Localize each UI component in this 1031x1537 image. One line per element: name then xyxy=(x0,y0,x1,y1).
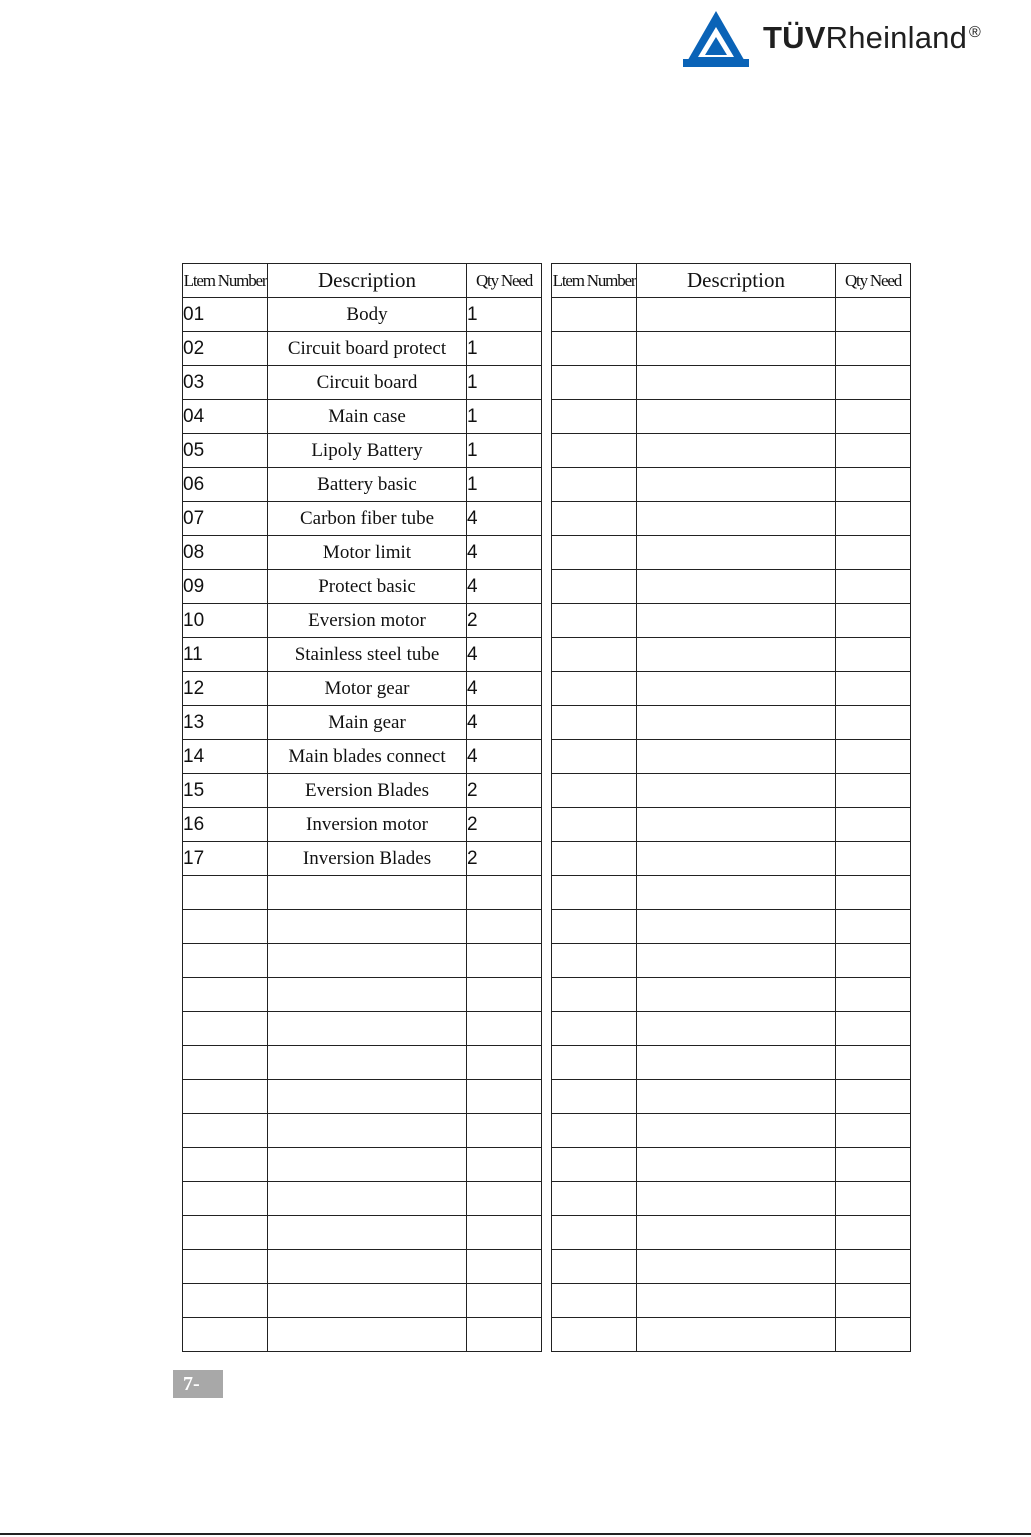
cell-description: Circuit board protect xyxy=(268,332,467,366)
cell-description xyxy=(268,1012,467,1046)
cell-item-number xyxy=(552,468,637,502)
cell-item-number: 05 xyxy=(183,434,268,468)
cell-qty-need xyxy=(467,1080,542,1114)
table-row xyxy=(552,1046,911,1080)
cell-qty-need: 2 xyxy=(467,774,542,808)
cell-item-number: 02 xyxy=(183,332,268,366)
cell-description: Lipoly Battery xyxy=(268,434,467,468)
cell-item-number xyxy=(552,774,637,808)
table-row xyxy=(183,400,542,434)
cell-item-number xyxy=(552,400,637,434)
parts-table-left-body xyxy=(183,298,542,1352)
cell-item-number: 17 xyxy=(183,842,268,876)
table-row xyxy=(183,570,542,604)
table-row xyxy=(183,1148,542,1182)
cell-qty-need xyxy=(836,298,911,332)
cell-qty-need xyxy=(467,1182,542,1216)
cell-qty-need xyxy=(836,1148,911,1182)
cell-qty-need xyxy=(836,944,911,978)
cell-qty-need xyxy=(836,1216,911,1250)
cell-qty-need xyxy=(836,434,911,468)
cell-description: Eversion Blades xyxy=(268,774,467,808)
cell-description xyxy=(637,1046,836,1080)
cell-item-number xyxy=(183,1114,268,1148)
cell-description xyxy=(637,366,836,400)
table-row xyxy=(183,1114,542,1148)
page-number: 7- xyxy=(173,1370,223,1398)
header-description: Description xyxy=(637,264,836,298)
cell-qty-need xyxy=(467,1284,542,1318)
cell-description xyxy=(637,570,836,604)
cell-description xyxy=(637,944,836,978)
cell-description: Motor gear xyxy=(268,672,467,706)
cell-item-number xyxy=(183,1318,268,1352)
table-row xyxy=(183,1284,542,1318)
table-row xyxy=(552,944,911,978)
cell-item-number xyxy=(552,298,637,332)
cell-qty-need xyxy=(467,1114,542,1148)
table-row xyxy=(183,740,542,774)
table-row xyxy=(552,1148,911,1182)
table-row xyxy=(552,400,911,434)
cell-description xyxy=(268,1318,467,1352)
table-row xyxy=(183,842,542,876)
cell-description xyxy=(637,1318,836,1352)
cell-item-number xyxy=(183,910,268,944)
cell-description xyxy=(637,536,836,570)
table-row xyxy=(552,1080,911,1114)
table-row xyxy=(552,298,911,332)
cell-description: Motor limit xyxy=(268,536,467,570)
cell-qty-need: 4 xyxy=(467,706,542,740)
cell-qty-need: 2 xyxy=(467,604,542,638)
cell-item-number: 09 xyxy=(183,570,268,604)
cell-description xyxy=(637,468,836,502)
cell-description xyxy=(637,604,836,638)
table-row xyxy=(183,298,542,332)
header-item-number: Ltem Number xyxy=(552,264,637,298)
cell-item-number xyxy=(183,978,268,1012)
cell-qty-need: 1 xyxy=(467,332,542,366)
table-row xyxy=(183,434,542,468)
brand-bold: TÜV xyxy=(763,20,826,55)
cell-qty-need xyxy=(836,706,911,740)
parts-table-right xyxy=(551,263,911,1352)
cell-description xyxy=(268,1148,467,1182)
cell-description: Stainless steel tube xyxy=(268,638,467,672)
cell-description xyxy=(268,1182,467,1216)
cell-item-number: 06 xyxy=(183,468,268,502)
cell-description xyxy=(637,434,836,468)
cell-qty-need: 4 xyxy=(467,570,542,604)
header-qty-need: Qty Need xyxy=(467,264,542,298)
cell-item-number xyxy=(552,1284,637,1318)
cell-description xyxy=(637,638,836,672)
cell-qty-need: 4 xyxy=(467,638,542,672)
cell-item-number xyxy=(183,1080,268,1114)
cell-qty-need xyxy=(836,1012,911,1046)
cell-qty-need: 1 xyxy=(467,434,542,468)
table-row xyxy=(552,740,911,774)
cell-qty-need xyxy=(467,944,542,978)
cell-qty-need: 4 xyxy=(467,740,542,774)
cell-description xyxy=(637,1080,836,1114)
table-row xyxy=(183,910,542,944)
cell-description: Main blades connect xyxy=(268,740,467,774)
parts-table-left xyxy=(182,263,542,1352)
cell-item-number xyxy=(552,536,637,570)
cell-item-number xyxy=(552,1012,637,1046)
cell-qty-need xyxy=(836,910,911,944)
cell-item-number xyxy=(183,1284,268,1318)
table-row xyxy=(183,502,542,536)
cell-description xyxy=(637,978,836,1012)
cell-item-number xyxy=(552,332,637,366)
table-row xyxy=(552,1250,911,1284)
cell-item-number: 08 xyxy=(183,536,268,570)
cell-description xyxy=(637,502,836,536)
cell-qty-need xyxy=(836,1284,911,1318)
cell-description xyxy=(637,1182,836,1216)
cell-item-number: 12 xyxy=(183,672,268,706)
cell-item-number xyxy=(552,910,637,944)
table-row xyxy=(552,910,911,944)
table-row xyxy=(552,672,911,706)
cell-description xyxy=(637,298,836,332)
cell-qty-need xyxy=(836,468,911,502)
cell-description xyxy=(637,740,836,774)
cell-qty-need: 1 xyxy=(467,366,542,400)
table-row xyxy=(552,978,911,1012)
cell-item-number: 15 xyxy=(183,774,268,808)
cell-qty-need xyxy=(836,502,911,536)
table-row xyxy=(552,604,911,638)
table-row xyxy=(552,332,911,366)
cell-qty-need xyxy=(467,1250,542,1284)
cell-item-number: 16 xyxy=(183,808,268,842)
cell-description xyxy=(637,1012,836,1046)
cell-qty-need xyxy=(836,842,911,876)
cell-item-number xyxy=(552,1148,637,1182)
table-row xyxy=(183,944,542,978)
cell-item-number xyxy=(552,1114,637,1148)
cell-item-number xyxy=(552,842,637,876)
cell-qty-need xyxy=(467,876,542,910)
cell-item-number: 03 xyxy=(183,366,268,400)
cell-item-number xyxy=(183,944,268,978)
cell-qty-need xyxy=(836,638,911,672)
cell-qty-need xyxy=(836,1318,911,1352)
cell-description xyxy=(637,1284,836,1318)
cell-item-number xyxy=(183,1250,268,1284)
cell-description xyxy=(268,910,467,944)
cell-description xyxy=(268,1114,467,1148)
table-row xyxy=(552,1318,911,1352)
cell-item-number xyxy=(183,1182,268,1216)
cell-description xyxy=(637,672,836,706)
cell-qty-need: 4 xyxy=(467,502,542,536)
cell-qty-need xyxy=(467,978,542,1012)
cell-qty-need: 1 xyxy=(467,468,542,502)
cell-item-number xyxy=(183,1046,268,1080)
cell-item-number xyxy=(552,1080,637,1114)
cell-qty-need xyxy=(836,774,911,808)
parts-table-right-body xyxy=(552,298,911,1352)
cell-description xyxy=(268,1216,467,1250)
cell-item-number xyxy=(183,876,268,910)
cell-description: Battery basic xyxy=(268,468,467,502)
cell-qty-need xyxy=(836,1080,911,1114)
table-row xyxy=(183,1216,542,1250)
brand-regular: Rheinland xyxy=(825,20,968,55)
cell-description: Circuit board xyxy=(268,366,467,400)
table-row xyxy=(552,570,911,604)
triangle-logo-icon xyxy=(683,9,749,67)
header-qty-need: Qty Need xyxy=(836,264,911,298)
cell-description xyxy=(268,876,467,910)
table-row xyxy=(552,468,911,502)
cell-description xyxy=(268,1250,467,1284)
cell-item-number: 14 xyxy=(183,740,268,774)
table-row xyxy=(183,672,542,706)
table-row xyxy=(552,842,911,876)
cell-qty-need: 1 xyxy=(467,400,542,434)
table-row xyxy=(552,706,911,740)
table-row xyxy=(552,1284,911,1318)
cell-qty-need xyxy=(836,1114,911,1148)
cell-description xyxy=(637,1148,836,1182)
cell-description xyxy=(637,876,836,910)
table-row xyxy=(183,468,542,502)
cell-qty-need: 4 xyxy=(467,536,542,570)
cell-qty-need: 4 xyxy=(467,672,542,706)
cell-qty-need xyxy=(467,1318,542,1352)
table-row xyxy=(183,1080,542,1114)
cell-item-number xyxy=(183,1216,268,1250)
cell-qty-need xyxy=(836,672,911,706)
cell-qty-need xyxy=(836,536,911,570)
cell-qty-need: 2 xyxy=(467,808,542,842)
header-item-number: Ltem Number xyxy=(183,264,268,298)
cell-qty-need: 1 xyxy=(467,298,542,332)
table-row xyxy=(552,1182,911,1216)
cell-item-number xyxy=(552,1182,637,1216)
table-row xyxy=(552,1114,911,1148)
cell-item-number xyxy=(552,570,637,604)
table-row xyxy=(552,536,911,570)
cell-description: Eversion motor xyxy=(268,604,467,638)
cell-qty-need xyxy=(467,1046,542,1080)
cell-description xyxy=(637,706,836,740)
table-row xyxy=(552,502,911,536)
cell-qty-need xyxy=(467,1216,542,1250)
cell-qty-need: 2 xyxy=(467,842,542,876)
cell-item-number xyxy=(552,978,637,1012)
table-row xyxy=(183,808,542,842)
table-row xyxy=(183,332,542,366)
header-description: Description xyxy=(268,264,467,298)
cell-qty-need xyxy=(836,808,911,842)
cell-description xyxy=(637,1250,836,1284)
cell-item-number xyxy=(552,740,637,774)
table-row xyxy=(183,1046,542,1080)
cell-item-number xyxy=(552,366,637,400)
cell-description xyxy=(637,842,836,876)
cell-qty-need xyxy=(836,400,911,434)
cell-qty-need xyxy=(836,1250,911,1284)
table-row xyxy=(183,706,542,740)
cell-item-number xyxy=(552,434,637,468)
table-row xyxy=(552,366,911,400)
footer-rule xyxy=(0,1533,1031,1535)
cell-description xyxy=(637,1114,836,1148)
cell-qty-need xyxy=(836,570,911,604)
cell-description xyxy=(268,1046,467,1080)
cell-description xyxy=(268,1080,467,1114)
cell-item-number xyxy=(552,808,637,842)
cell-item-number xyxy=(552,1216,637,1250)
cell-qty-need xyxy=(467,910,542,944)
table-row xyxy=(183,638,542,672)
cell-description: Main case xyxy=(268,400,467,434)
cell-item-number xyxy=(552,1046,637,1080)
cell-description: Carbon fiber tube xyxy=(268,502,467,536)
table-row xyxy=(183,876,542,910)
cell-item-number xyxy=(552,1318,637,1352)
cell-item-number xyxy=(183,1012,268,1046)
cell-item-number xyxy=(552,672,637,706)
cell-description xyxy=(637,332,836,366)
table-row xyxy=(552,876,911,910)
cell-qty-need xyxy=(836,1046,911,1080)
registered-mark: ® xyxy=(969,23,982,41)
cell-qty-need xyxy=(836,604,911,638)
cell-qty-need xyxy=(467,1012,542,1046)
table-row xyxy=(552,808,911,842)
cell-description xyxy=(268,978,467,1012)
cell-description xyxy=(637,400,836,434)
cell-description: Inversion motor xyxy=(268,808,467,842)
cell-item-number xyxy=(552,706,637,740)
brand-name xyxy=(763,20,981,56)
table-header-row xyxy=(552,264,911,298)
cell-description xyxy=(637,910,836,944)
cell-item-number xyxy=(552,1250,637,1284)
cell-description xyxy=(637,774,836,808)
table-row xyxy=(183,536,542,570)
table-row xyxy=(183,774,542,808)
cell-item-number xyxy=(183,1148,268,1182)
cell-qty-need xyxy=(836,332,911,366)
cell-description xyxy=(637,808,836,842)
tuv-rheinland-logo xyxy=(683,8,981,68)
cell-description: Protect basic xyxy=(268,570,467,604)
table-row xyxy=(183,1250,542,1284)
table-row xyxy=(183,1182,542,1216)
table-row xyxy=(552,638,911,672)
table-row xyxy=(183,604,542,638)
table-row xyxy=(183,978,542,1012)
table-row xyxy=(552,774,911,808)
table-header-row xyxy=(183,264,542,298)
cell-qty-need xyxy=(836,1182,911,1216)
cell-item-number xyxy=(552,638,637,672)
cell-item-number xyxy=(552,502,637,536)
cell-item-number: 01 xyxy=(183,298,268,332)
cell-qty-need xyxy=(836,740,911,774)
table-row xyxy=(552,1012,911,1046)
cell-item-number: 07 xyxy=(183,502,268,536)
cell-item-number xyxy=(552,944,637,978)
table-row xyxy=(552,434,911,468)
cell-description: Inversion Blades xyxy=(268,842,467,876)
table-row xyxy=(183,1318,542,1352)
cell-item-number: 10 xyxy=(183,604,268,638)
cell-description xyxy=(268,1284,467,1318)
cell-description xyxy=(637,1216,836,1250)
table-row xyxy=(552,1216,911,1250)
cell-item-number: 04 xyxy=(183,400,268,434)
table-row xyxy=(183,366,542,400)
cell-item-number: 11 xyxy=(183,638,268,672)
cell-item-number: 13 xyxy=(183,706,268,740)
cell-item-number xyxy=(552,876,637,910)
cell-qty-need xyxy=(836,978,911,1012)
cell-description: Body xyxy=(268,298,467,332)
table-row xyxy=(183,1012,542,1046)
cell-item-number xyxy=(552,604,637,638)
cell-description: Main gear xyxy=(268,706,467,740)
cell-qty-need xyxy=(836,366,911,400)
cell-qty-need xyxy=(836,876,911,910)
cell-description xyxy=(268,944,467,978)
cell-qty-need xyxy=(467,1148,542,1182)
